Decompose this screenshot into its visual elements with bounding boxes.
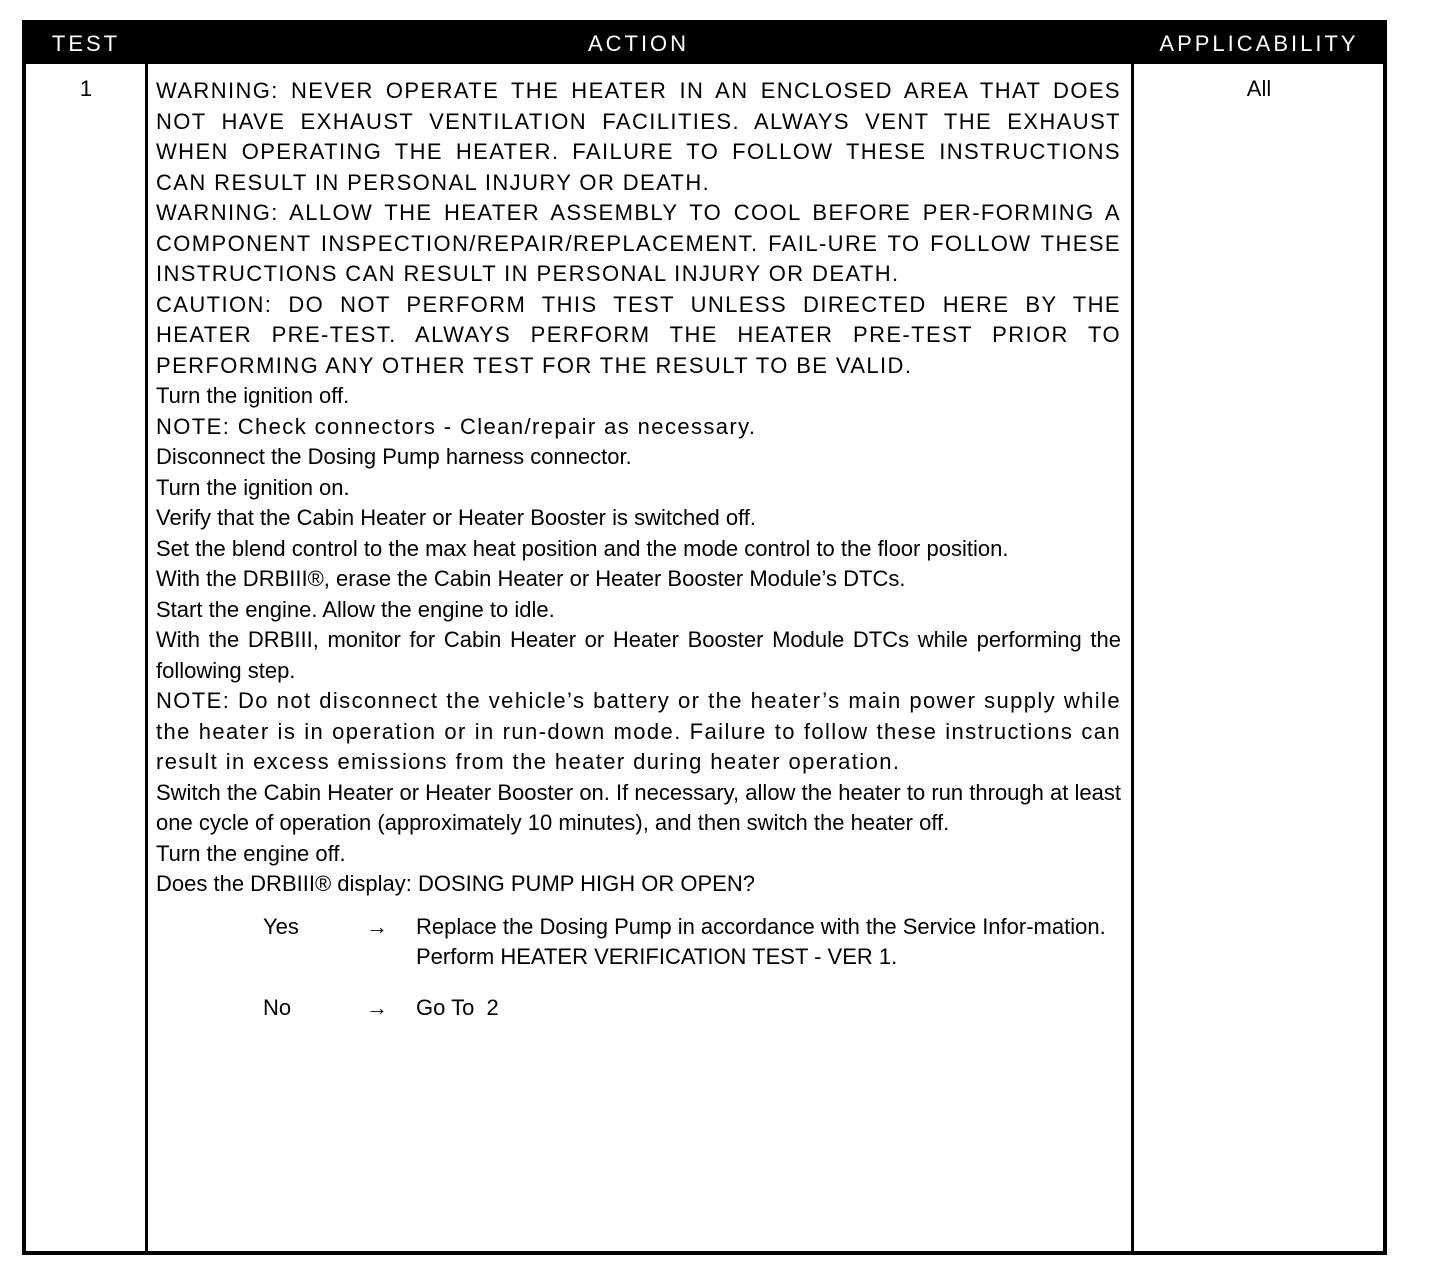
no-label: No <box>263 994 292 1020</box>
action-cell <box>156 76 1121 1023</box>
column-divider <box>145 64 148 1251</box>
step-disconnect: Disconnect the Dosing Pump harness connector. <box>156 444 632 469</box>
question: Does the DRBIII® display: DOSING PUMP HIGH OR OPEN? <box>156 871 755 896</box>
warning-cool: WARNING: ALLOW THE HEATER ASSEMBLY TO COOL BEFORE PER-FORMING A COMPONENT INSPECTION/REPAIR/REPLACEMENT. FAIL-URE TO FOLLOW THESE INSTRUCTIONS CAN RESULT IN PERSONAL INJURY OR DEATH. <box>156 200 1121 286</box>
arrow-icon: → <box>366 994 388 1020</box>
step-ignition-off: Turn the ignition off. <box>156 383 350 408</box>
header-action: ACTION <box>587 31 690 56</box>
yes-label: Yes <box>263 913 299 939</box>
yes-action-verify: Perform HEATER VERIFICATION TEST - VER 1. <box>416 944 898 969</box>
step-start-engine: Start the engine. Allow the engine to idle. <box>156 596 555 622</box>
header-test: TEST <box>51 31 121 56</box>
diagnostic-table <box>22 20 1387 1255</box>
header-applicability: APPLICABILITY <box>1159 31 1359 56</box>
step-monitor-dtcs: With the DRBIII, monitor for Cabin Heater or Heater Booster Module DTCs while performing the following step. <box>156 627 1121 683</box>
step-ignition-on: Turn the ignition on. <box>156 474 350 500</box>
warning-exhaust: WARNING: NEVER OPERATE THE HEATER IN AN ENCLOSED AREA THAT DOES NOT HAVE EXHAUST VENTILATION FACILITIES. ALWAYS VENT THE EXHAUST WHEN OPERATING THE HEATER. FAILURE TO FOLLOW THESE INSTRUCTIONS CAN RESULT IN PERSONAL INJURY OR DEATH. <box>156 78 1121 195</box>
result-no <box>156 993 1121 1024</box>
column-divider <box>1131 64 1134 1251</box>
note-connectors: NOTE: Check connectors - Clean/repair as necessary. <box>156 413 757 439</box>
note-battery: NOTE: Do not disconnect the vehicle’s battery or the heater’s main power supply while the heater is in operation or in run-down mode. Failure to follow these instructions can result in excess emissions from the heater during heater operation. <box>156 688 1121 774</box>
step-blend-control: Set the blend control to the max heat position and the mode control to the floor position. <box>156 535 1009 561</box>
step-engine-off: Turn the engine off. <box>156 840 346 866</box>
result-yes <box>156 912 1121 973</box>
table-header <box>26 24 1383 64</box>
step-verify-off: Verify that the Cabin Heater or Heater Booster is switched off. <box>156 505 757 530</box>
arrow-icon: → <box>366 913 388 939</box>
no-goto: Go To 2 <box>416 994 499 1020</box>
step-switch-heater: Switch the Cabin Heater or Heater Booster on. If necessary, allow the heater to run through at least one cycle of operation (approximately 10 minutes), and then switch the heater off. <box>156 779 1121 835</box>
test-number: 1 <box>79 76 93 101</box>
step-erase-dtcs: With the DRBIII®, erase the Cabin Heater or Heater Booster Module’s DTCs. <box>156 566 906 591</box>
caution-pretest: CAUTION: DO NOT PERFORM THIS TEST UNLESS DIRECTED HERE BY THE HEATER PRE-TEST. ALWAYS PERFORM THE HEATER PRE-TEST PRIOR TO PERFORMING ANY OTHER TEST FOR THE RESULT TO BE VALID. <box>156 291 1121 378</box>
applicability-value: All <box>1246 76 1272 101</box>
yes-action-replace: Replace the Dosing Pump in accordance with the Service Infor-mation. <box>416 913 1106 939</box>
